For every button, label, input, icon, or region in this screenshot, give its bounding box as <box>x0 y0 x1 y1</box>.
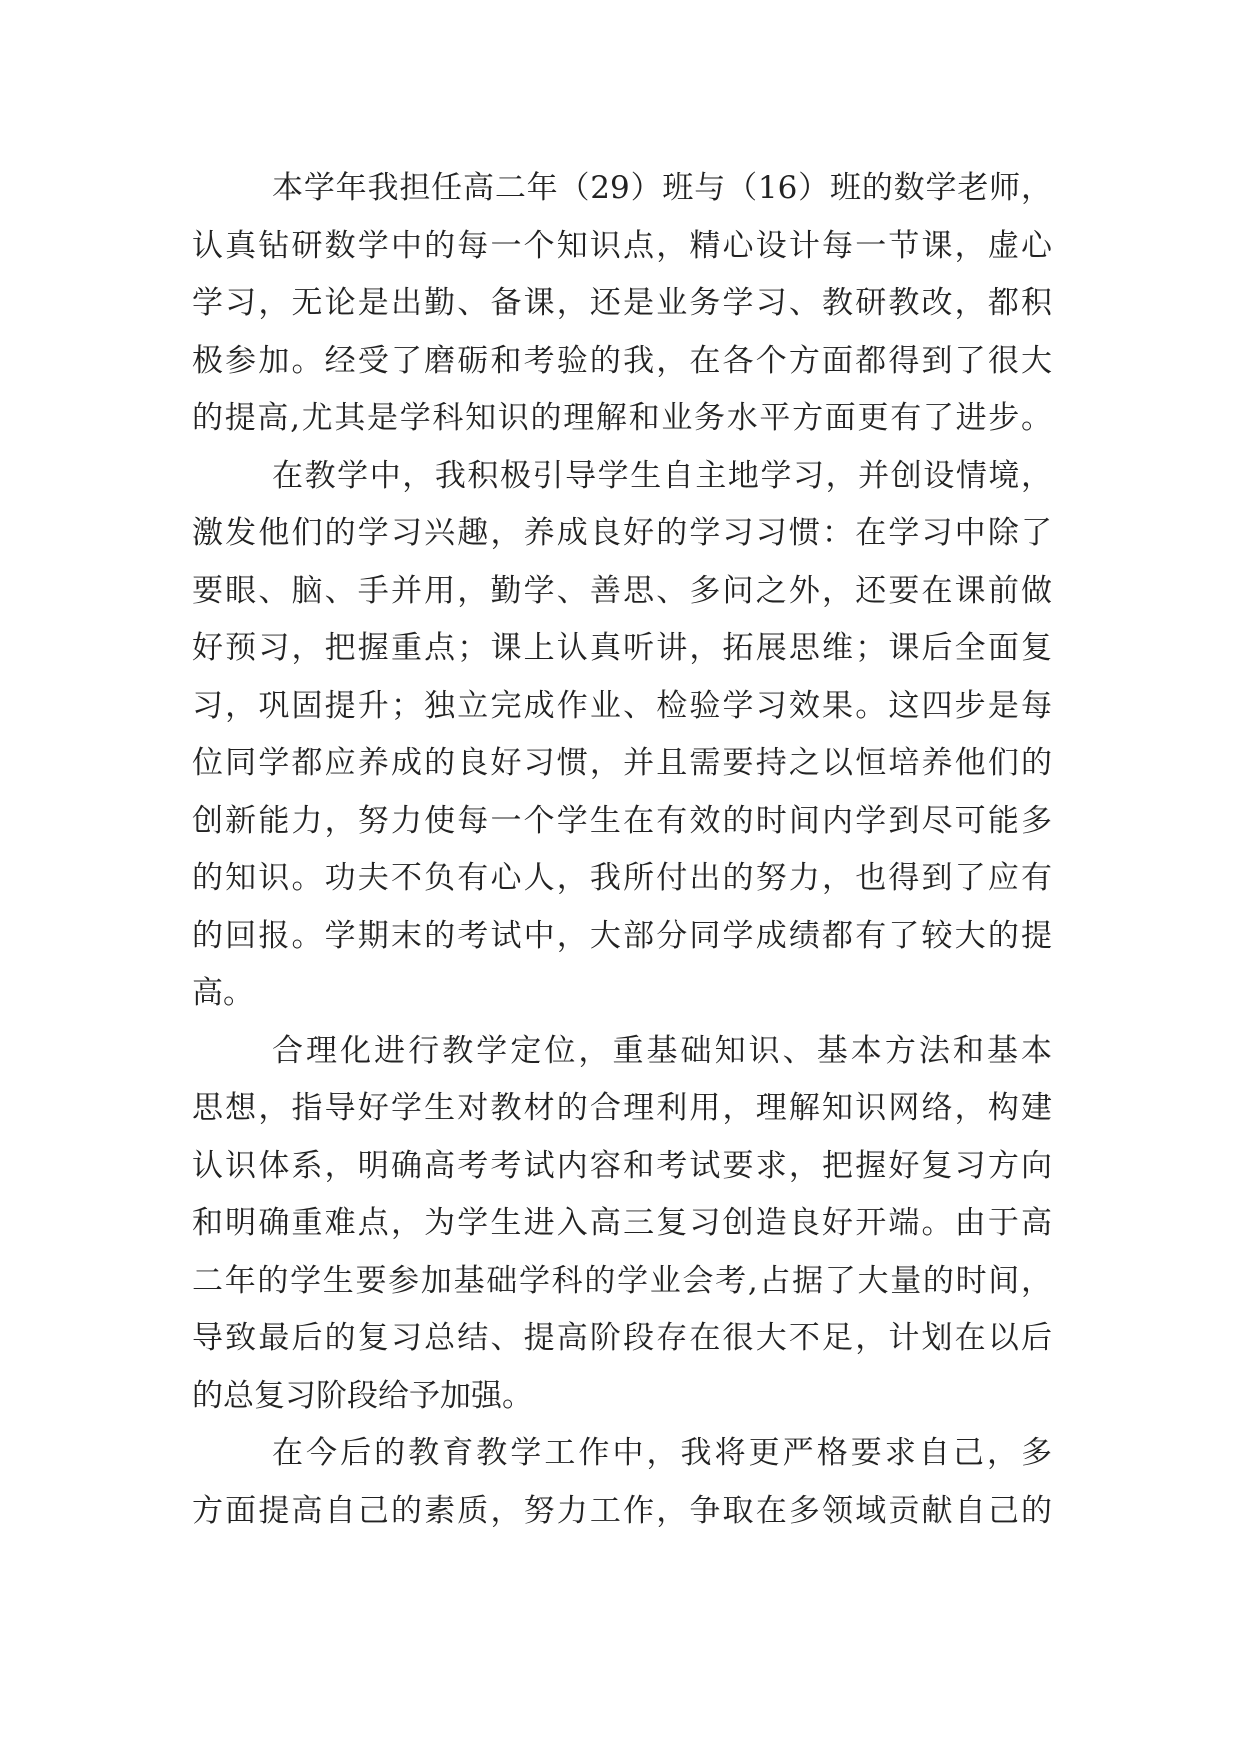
text-line: 合理化进行教学定位，重基础知识、基本方法和基本 <box>272 1032 1052 1069</box>
text-line: 二年的学生要参加基础学科的学业会考,占据了大量的时间， <box>192 1262 1052 1299</box>
paragraph-4 <box>192 1425 1052 1540</box>
text-line: 方面提高自己的素质，努力工作，争取在多领域贡献自己的 <box>192 1492 1052 1529</box>
text-line: 位同学都应养成的良好习惯，并且需要持之以恒培养他们的 <box>192 745 1052 781</box>
text-line: 极参加。经受了磨砺和考验的我，在各个方面都得到了很大 <box>192 342 1052 379</box>
text-line: 的提高,尤其是学科知识的理解和业务水平方面更有了进步。 <box>192 400 1052 436</box>
paragraph-1 <box>192 160 1052 448</box>
text-line: 学习，无论是出勤、备课，还是业务学习、教研教改，都积 <box>192 285 1052 321</box>
text-line: 的总复习阶段给予加强。 <box>192 1377 533 1414</box>
text-line: 认识体系，明确高考考试内容和考试要求，把握好复习方向 <box>192 1147 1052 1184</box>
document-body <box>192 160 1052 1540</box>
paragraph-2 <box>192 448 1052 1023</box>
text-line: 创新能力，努力使每一个学生在有效的时间内学到尽可能多 <box>192 802 1052 839</box>
text-line: 思想，指导好学生对教材的合理利用，理解知识网络，构建 <box>192 1090 1052 1126</box>
text-line: 要眼、脑、手并用，勤学、善思、多问之外，还要在课前做 <box>192 572 1052 609</box>
paragraph-3 <box>192 1023 1052 1426</box>
text-line: 高。 <box>192 975 254 1011</box>
text-line: 在教学中，我积极引导学生自主地学习，并创设情境， <box>272 457 1052 494</box>
text-line: 好预习，把握重点；课上认真听讲，拓展思维；课后全面复 <box>192 630 1052 666</box>
text-line: 的回报。学期末的考试中，大部分同学成绩都有了较大的提 <box>192 917 1052 954</box>
text-line: 的知识。功夫不负有心人，我所付出的努力，也得到了应有 <box>192 860 1052 896</box>
text-line: 本学年我担任高二年（29）班与（16）班的数学老师， <box>272 170 1052 206</box>
text-line: 激发他们的学习兴趣，养成良好的学习习惯：在学习中除了 <box>192 515 1052 551</box>
text-line: 导致最后的复习总结、提高阶段存在很大不足，计划在以后 <box>192 1320 1052 1356</box>
text-line: 认真钻研数学中的每一个知识点，精心设计每一节课，虚心 <box>192 227 1052 264</box>
text-line: 和明确重难点，为学生进入高三复习创造良好开端。由于高 <box>192 1205 1052 1241</box>
text-line: 在今后的教育教学工作中，我将更严格要求自己，多 <box>272 1435 1052 1471</box>
text-line: 习，巩固提升；独立完成作业、检验学习效果。这四步是每 <box>192 687 1052 724</box>
